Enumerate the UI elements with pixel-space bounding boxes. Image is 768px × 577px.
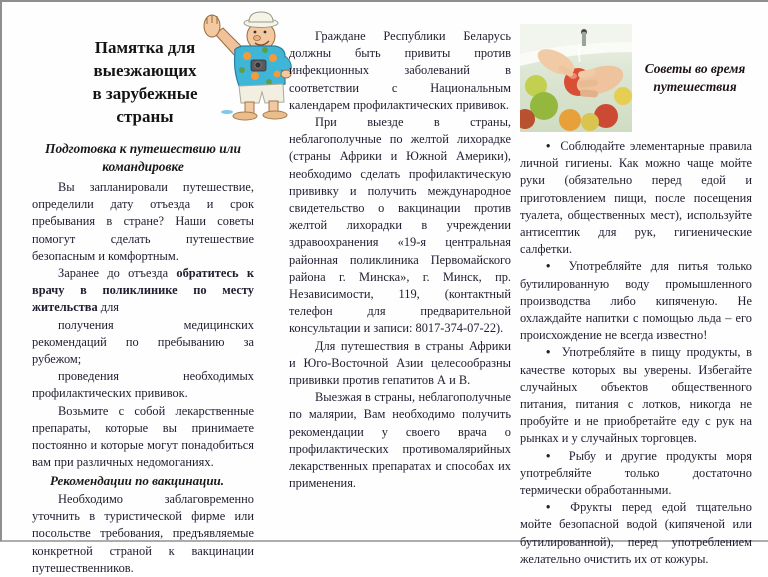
bullet-text: Употребляйте для питья только бутилированную воду промышленного производства либо кипяченую. Не охлаждайте напитки с помощью льда – его происхождение не всегда известно! xyxy=(520,259,752,343)
bullet-text: Употребляйте в пищу продукты, в качестве которых вы уверены. Избегайте случайных объектов общественного питания, питания с лотков, никогда не пробуйте и не приобретайте еду с рук на рынках и у случайных торговцев. xyxy=(520,345,752,446)
text-segment-bold: обратитесь к врачу в поликлинике по месту жительства xyxy=(32,266,254,315)
bullet-item xyxy=(520,138,752,258)
bullet-marker: • xyxy=(546,259,551,274)
text-segment: Заранее до отъезда xyxy=(58,266,177,281)
bullet-marker: • xyxy=(546,448,551,463)
bullet-item xyxy=(520,448,752,500)
title-line: Памятка для xyxy=(94,38,196,57)
washing-hands-photo xyxy=(520,24,632,132)
title-line: выезжающих xyxy=(93,61,197,80)
washing-hands-photo-svg xyxy=(520,24,632,132)
bullet-text: Фрукты перед едой тщательно мойте безопасной водой (кипяченой или бутилированной), перед употреблением желательно очистить их от кожуры. xyxy=(520,500,752,566)
bullet-item xyxy=(520,344,752,447)
text-segment: для xyxy=(97,300,119,315)
paragraph xyxy=(32,265,254,317)
paragraph: Для путешествия в страны Африки и Юго-Восточной Азии целесообразны прививки против гепатитов А и В. xyxy=(289,338,511,388)
paragraph: При выезде в страны, неблагополучные по желтой лихорадке (страны Африки и Южной Америки), необходимо сделать профилактическую прививку и получить международное свидетельство о вакцинации против желтой лихорадки в учреждении здравоохранения «19-я центральная районная поликлиника Первомайского района г. Минска», г. Минск, пр. Независимости, 119, (контактный телефон для предварительной консультации и записи: 8017-374-07-22). xyxy=(289,115,511,336)
bullet-marker: • xyxy=(546,500,551,515)
bullet-item xyxy=(520,499,752,568)
paragraph: получения медицинских рекомендаций по пребыванию за рубежом; xyxy=(32,317,254,367)
bullet-marker: • xyxy=(546,345,551,360)
section-heading-tips: Советы во время путешествия xyxy=(644,61,746,94)
bullet-item xyxy=(520,258,752,344)
paragraph: Граждане Республики Беларусь должны быть привиты против инфекционных заболеваний в соответствии с Национальным календарем профилактических прививок. xyxy=(289,29,511,112)
column-vaccination-info xyxy=(289,28,511,492)
paragraph: Вы запланировали путешествие, определили дату отъезда и срок пребывания в стране? Наши советы помогут сделать путешествие безопасным и комфортным. xyxy=(32,180,254,263)
section-heading-vaccination: Рекомендации по вакцинации. xyxy=(50,473,225,489)
title-line: в зарубежные xyxy=(92,84,198,103)
title-line: страны xyxy=(116,107,174,126)
paragraph: проведения необходимых профилактических прививок. xyxy=(32,369,254,401)
bullet-text: Рыбу и другие продукты моря употребляйте только достаточно термически обработанными. xyxy=(520,448,752,498)
bullet-marker: • xyxy=(546,139,551,153)
column-travel-tips xyxy=(520,24,752,568)
paragraph: Необходимо заблаговременно уточнить в туристической фирме или посольстве требования, предъявляемые конкретной страной к вакцинации путешественников. xyxy=(32,491,254,575)
bullet-text: Соблюдайте элементарные правила личной гигиены. Как можно чаще мойте руки (обязательно перед едой и приготовлением пищи, после посещения туалета, общественных мест), используйте антисептик для рук, гигиенические салфетки. xyxy=(520,139,752,257)
paragraph: Возьмите с собой лекарственные препараты, которые вы принимаете постоянно и которые могут понадобиться вам при различных недомоганиях. xyxy=(32,403,254,470)
section-heading-preparation: Подготовка к путешествию или командировке xyxy=(45,141,241,174)
tips-header xyxy=(520,24,752,132)
paragraph: Выезжая в страны, неблагополучные по малярии, Вам необходимо получить рекомендации у своего врача о профилактических противомалярийных лекарственных препаратах и способах их применения. xyxy=(289,390,511,491)
